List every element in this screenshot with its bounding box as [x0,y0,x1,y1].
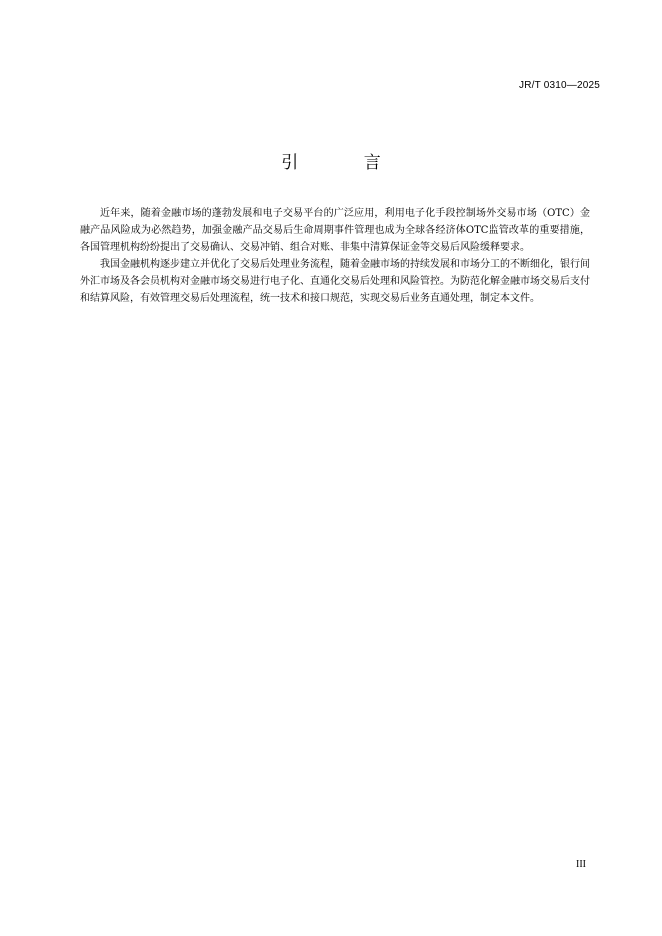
page-number: III [576,859,586,870]
page-title: 引 言 [281,153,411,173]
body-text [80,205,590,307]
paragraph-2: 我国金融机构逐步建立并优化了交易后处理业务流程，随着金融市场的持续发展和市场分工的不断细化，银行间外汇市场及各会员机构对金融市场交易进行电子化、直通化交易后处理和风险管控。为防范化解金融市场交易后支付和结算风险，有效管理交易后处理流程，统一技术和接口规范，实现交易后业务直通处理，制定本文件。 [80,259,590,304]
paragraph-1: 近年来，随着金融市场的蓬勃发展和电子交易平台的广泛应用，利用电子化手段控制场外交易市场（OTC）金融产品风险成为必然趋势，加强金融产品交易后生命周期事件管理也成为全球各经济体OTC监管改革的重要措施，各国管理机构纷纷提出了交易确认、交易冲销、组合对账、非集中清算保证金等交易后风险缓释要求。 [80,208,590,253]
standard-code: JR/T 0310—2025 [519,80,600,91]
